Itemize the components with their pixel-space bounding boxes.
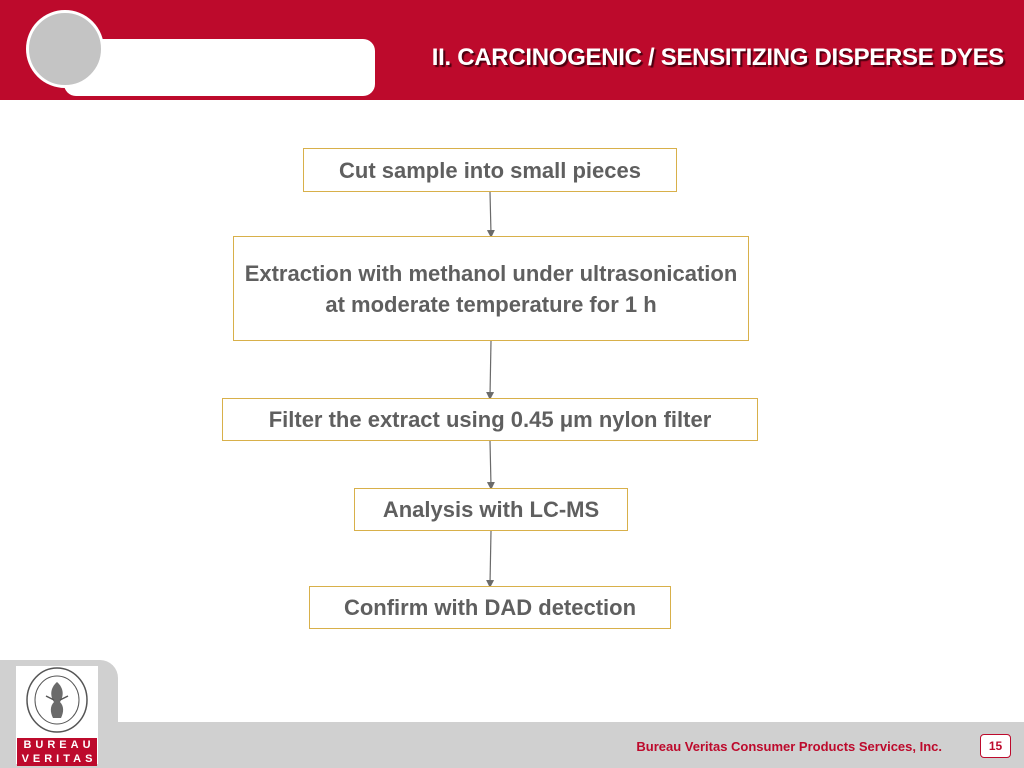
page-number: 15	[980, 734, 1011, 758]
step-analysis-label: Analysis with LC-MS	[382, 497, 600, 522]
logo-word-veritas: VERITAS	[17, 752, 97, 766]
step-filter-label: Filter the extract using 0.45 μm nylon filter	[268, 407, 712, 432]
step-filter	[222, 398, 758, 441]
header-title-tab	[64, 39, 375, 96]
step-confirm-label: Confirm with DAD detection	[343, 595, 637, 620]
step-confirm-dad	[309, 586, 671, 629]
arrow-step3-to-step4	[490, 441, 491, 486]
arrow-step2-to-step3	[490, 341, 491, 396]
step-analysis-lcms	[354, 488, 628, 531]
step-extraction-label: Extraction with methanol under ultrasonication at moderate temperature for 1 h	[244, 260, 738, 317]
step-cut-sample	[303, 148, 677, 192]
step-extraction	[233, 236, 749, 341]
step-cut-sample-label: Cut sample into small pieces	[339, 157, 641, 183]
bureau-veritas-seal-icon	[24, 666, 90, 734]
arrow-step1-to-step2	[490, 192, 491, 234]
logo-word-bureau: BUREAU	[17, 738, 97, 752]
slide-title: II. CARCINOGENIC / SENSITIZING DISPERSE DYES	[431, 44, 1004, 71]
footer-company-name: Bureau Veritas Consumer Products Services, Inc.	[636, 739, 942, 754]
header-circle-decoration	[26, 10, 104, 88]
arrow-step4-to-step5	[490, 531, 491, 584]
